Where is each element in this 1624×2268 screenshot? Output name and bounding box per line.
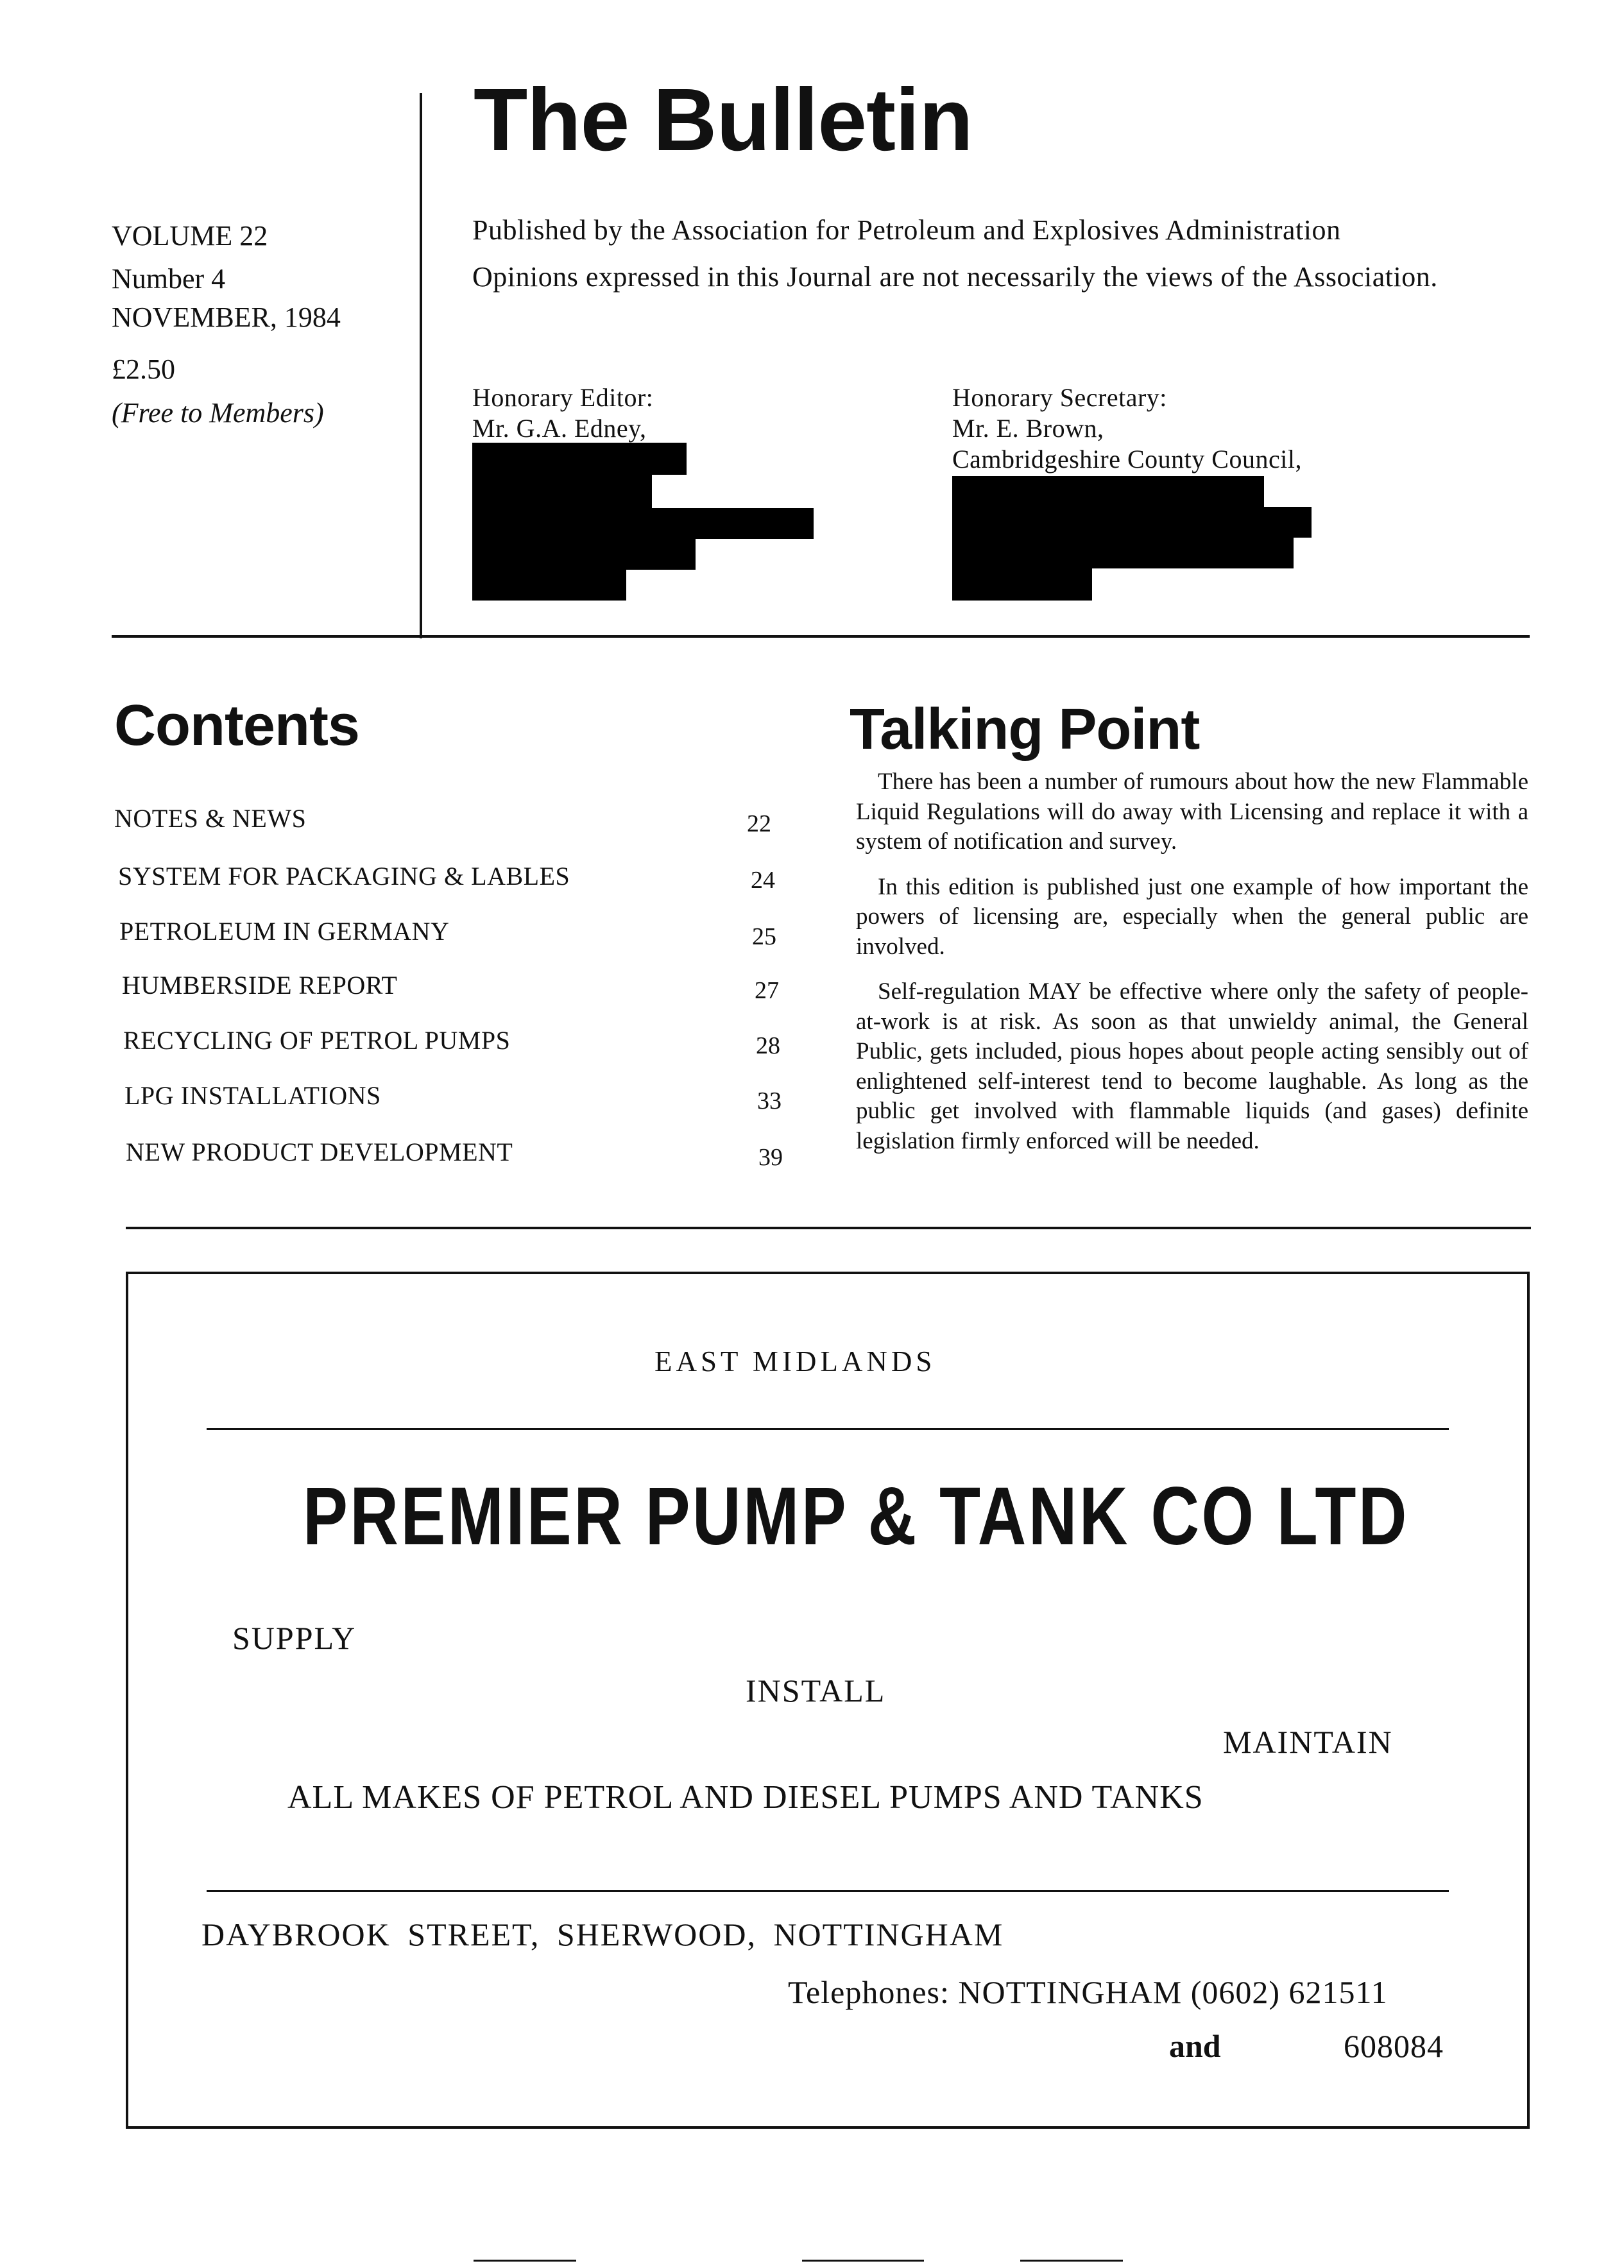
- issue-date: NOVEMBER, 1984: [112, 301, 341, 333]
- redaction-block: [472, 475, 652, 508]
- talking-point-heading: Talking Point: [850, 697, 1200, 762]
- redaction-block: [952, 507, 1312, 538]
- disclaimer: Opinions expressed in this Journal are not necessarily the views of the Association.: [472, 261, 1438, 293]
- bulletin-title: The Bulletin: [474, 71, 973, 169]
- masthead-horizontal-rule: [112, 635, 1530, 638]
- talking-point-paragraph: There has been a number of rumours about how the new Flammable Liquid Regulations will do away with Licensing and replace it with a system of notification and survey.: [856, 769, 1528, 855]
- advert-address: DAYBROOK STREET, SHERWOOD, NOTTINGHAM: [201, 1916, 1004, 1952]
- advert-install: INSTALL: [746, 1673, 886, 1709]
- secretary-name: Mr. E. Brown,: [952, 414, 1104, 443]
- price-note: (Free to Members): [112, 396, 324, 429]
- toc-item-page: 33: [757, 1087, 782, 1114]
- advert-rule: [207, 1890, 1449, 1892]
- redaction-block: [472, 539, 696, 570]
- editor-heading: Honorary Editor:: [472, 383, 654, 412]
- issue-number: Number 4: [112, 263, 226, 295]
- redaction-block: [472, 508, 814, 539]
- redaction-block: [952, 538, 1294, 568]
- toc-item-title: LPG INSTALLATIONS: [124, 1081, 381, 1110]
- redaction-block: [472, 443, 687, 475]
- toc-item-title: RECYCLING OF PETROL PUMPS: [123, 1026, 511, 1055]
- toc-item-page: 27: [755, 977, 779, 1004]
- section-divider: [126, 1227, 1531, 1229]
- talking-point-paragraph: In this edition is published just one example of how important the powers of licensing are, especially when the general public are involved.: [856, 873, 1528, 960]
- toc-item-title: NOTES & NEWS: [114, 804, 307, 833]
- issue-info: [112, 217, 341, 432]
- advert-supply: SUPPLY: [232, 1620, 357, 1656]
- advert-maintain: MAINTAIN: [1223, 1724, 1393, 1760]
- toc-item-page: 25: [752, 923, 776, 950]
- contents-heading: Contents: [114, 694, 359, 758]
- advert-and: and: [1169, 2028, 1221, 2064]
- talking-point-paragraph: Self-regulation MAY be effective where only the safety of people-at-work is at risk. As soon as that unwieldy animal, the General Public, gets included, pious hopes about people acting sensibly out of enlightened self-interest tend to become laughable. As long as the public get involved with flammable liquids (and gases) definite legislation firmly enforced will be needed.: [856, 978, 1528, 1154]
- honorary-editor: [472, 382, 653, 444]
- footer-rule: [1020, 2260, 1123, 2262]
- advert-telephone-2: 608084: [1344, 2028, 1444, 2064]
- secretary-organisation: Cambridgeshire County Council,: [952, 445, 1302, 473]
- toc-item-title: SYSTEM FOR PACKAGING & LABLES: [118, 862, 570, 891]
- advert-rule: [207, 1428, 1449, 1430]
- publisher-line: Published by the Association for Petroleum and Explosives Administration: [472, 214, 1341, 246]
- redaction-block: [952, 568, 1092, 601]
- toc-item-page: 39: [758, 1144, 783, 1171]
- toc-item-page: 24: [751, 867, 775, 894]
- toc-item-title: NEW PRODUCT DEVELOPMENT: [126, 1138, 513, 1166]
- advert-region: EAST MIDLANDS: [654, 1345, 936, 1377]
- redaction-block: [952, 476, 1264, 507]
- redaction-block: [472, 570, 626, 601]
- volume-label: VOLUME 22: [112, 220, 268, 252]
- toc-item-title: PETROLEUM IN GERMANY: [119, 917, 450, 946]
- footer-rule: [474, 2260, 576, 2262]
- masthead-vertical-rule: [420, 93, 422, 638]
- issue-price: £2.50: [112, 354, 175, 386]
- toc-item-title: HUMBERSIDE REPORT: [122, 971, 398, 1000]
- advert-telephone: Telephones: NOTTINGHAM (0602) 621511: [788, 1974, 1388, 2010]
- advert-company-name: PREMIER PUMP & TANK CO LTD: [303, 1471, 1409, 1562]
- footer-rule: [802, 2260, 924, 2262]
- talking-point-body: [856, 767, 1528, 1172]
- toc-item-page: 22: [747, 810, 771, 837]
- toc-item-page: 28: [756, 1032, 780, 1059]
- editor-name: Mr. G.A. Edney,: [472, 414, 647, 443]
- honorary-secretary: [952, 382, 1302, 475]
- secretary-heading: Honorary Secretary:: [952, 383, 1167, 412]
- advert-tagline: ALL MAKES OF PETROL AND DIESEL PUMPS AND TANKS: [287, 1779, 1204, 1816]
